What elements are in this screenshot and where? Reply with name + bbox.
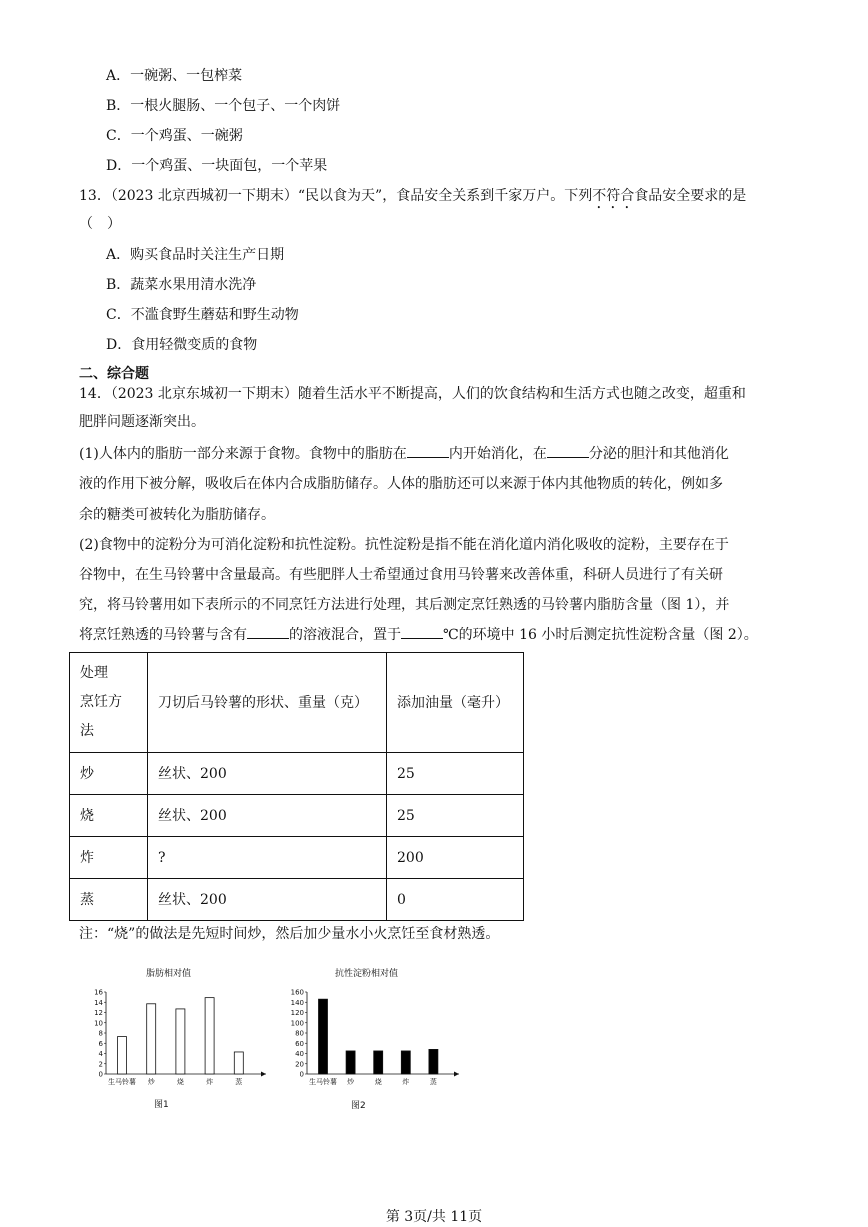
table-header-cell: 处理 烹饪方 法 [70,653,148,753]
bar [401,1051,410,1074]
table-cell: 0 [387,879,524,921]
q14-part1-line2: 液的作用下被分解，吸收后在体内合成脂肪储存。人体的脂肪还可以来源于体内其他物质的转化，例如多 [79,476,723,492]
bar [118,1037,127,1074]
q13-option-b: B．蔬菜水果用清水洗净 [106,277,257,293]
x-tick-label: 炸 [206,1078,214,1086]
figure-caption: 图1 [154,1100,169,1110]
bar [319,999,328,1074]
bar [147,1004,156,1074]
q14-part2-text-b: 的溶液混合，置于 [289,627,401,643]
answer-blank-3[interactable] [247,624,289,639]
table-row [70,753,524,795]
x-tick-label: 烧 [374,1078,382,1086]
table-cell: 烧 [70,795,148,837]
fat-chart [88,962,273,1112]
bar [176,1009,185,1074]
y-tick-label: 6 [98,1039,103,1048]
bar [374,1051,383,1074]
answer-blank-2[interactable] [547,443,589,458]
table-cell: 丝状、200 [148,753,387,795]
figure-1 [88,962,273,1112]
q12-option-d: D．一个鸡蛋、一块面包，一个苹果 [106,158,328,174]
y-tick-label: 20 [295,1060,304,1069]
q12-option-b: B．一根火腿肠、一个包子、一个肉饼 [106,98,341,114]
q14-part2-line2: 谷物中，在生马铃薯中含量最高。有些肥胖人士希望通过食用马铃薯来改善体重，科研人员进行了有关研 [79,567,723,583]
y-tick-label: 16 [94,988,103,997]
y-tick-label: 12 [94,1009,103,1017]
y-tick-label: 100 [290,1019,304,1028]
table-cell: 炒 [70,753,148,795]
q14-part1-line3: 余的糖类可被转化为脂肪储存。 [79,507,275,523]
y-tick-label: 2 [98,1060,103,1069]
x-axis-arrow [454,1072,459,1077]
section-title: 二、综合题 [79,366,149,382]
q13-stem-after: 食品安全要求的是 [634,188,747,204]
y-tick-label: 80 [295,1029,304,1038]
x-tick-label: 炒 [347,1078,355,1086]
y-tick-label: 8 [98,1029,103,1038]
table-header-cell: 添加油量（毫升） [387,653,524,753]
cooking-methods-table [69,652,524,921]
y-tick-label: 4 [98,1050,103,1058]
q14-part1-line1 [79,443,729,464]
y-tick-label: 120 [290,1009,304,1017]
y-tick-label: 60 [295,1039,304,1048]
x-tick-label: 蒸 [235,1078,243,1086]
table-cell: 蒸 [70,879,148,921]
q13-option-c: C．不滥食野生蘑菇和野生动物 [106,307,299,323]
table-cell: 炸 [70,837,148,879]
y-tick-label: 140 [290,998,304,1007]
x-axis-arrow [261,1072,266,1077]
table-row [70,837,524,879]
q12-option-c: C．一个鸡蛋、一碗粥 [106,128,243,144]
q13-stem [79,186,746,212]
page-footer: 第 3页/共 11页 [385,1209,483,1225]
q14-part2-text-c: ℃的环境中 16 小时后测定抗性淀粉含量（图 2）。 [443,627,758,643]
table-row [70,879,524,921]
x-tick-label: 蒸 [429,1078,437,1086]
y-tick-label: 0 [299,1070,304,1079]
bar [429,1049,438,1074]
table-header-cell: 刀切后马铃薯的形状、重量（克） [148,653,387,753]
y-tick-label: 160 [290,988,304,997]
y-tick-label: 0 [98,1070,103,1079]
chart-title: 脂肪相对值 [146,969,192,979]
q13-option-d: D．食用轻微变质的食物 [106,337,258,353]
q14-part2-line1: (2)食物中的淀粉分为可消化淀粉和抗性淀粉。抗性淀粉是指不能在消化道内消化吸收的淀粉，主要存在于 [79,537,729,553]
x-tick-label: 烧 [176,1078,184,1086]
answer-blank-1[interactable] [407,443,449,458]
answer-blank-4[interactable] [401,624,443,639]
x-tick-label: 炸 [402,1078,410,1086]
q14-intro-line2: 肥胖问题逐渐突出。 [79,414,205,430]
bar [205,998,214,1074]
chart-title: 抗性淀粉相对值 [335,969,399,979]
q14-part1-text-c: 分泌的胆汁和其他消化 [588,446,729,462]
q14-part2-line4 [79,624,758,645]
q14-part2-line3: 究，将马铃薯用如下表所示的不同烹饪方法进行处理，其后测定烹饪熟透的马铃薯内脂肪含量（图 1），并 [79,597,730,613]
table-cell: 25 [387,795,524,837]
y-tick-label: 10 [94,1019,103,1028]
y-tick-label: 14 [94,998,103,1007]
q14-part1-text-b: 内开始消化，在 [448,446,547,462]
bar [346,1051,355,1074]
table-cell: ? [148,837,387,879]
q13-stem-emphasis: 不符合 [592,188,635,204]
x-tick-label: 生马铃薯 [108,1078,136,1086]
y-tick-label: 40 [295,1050,304,1058]
starch-chart [285,962,465,1112]
q14-intro-line1: 14．（2023 北京东城初一下期末）随着生活水平不断提高，人们的饮食结构和生活方式也随之改变，超重和 [79,386,746,402]
table-header-row [70,653,524,753]
q13-option-a: A．购买食品时关注生产日期 [106,247,285,263]
table-cell: 丝状、200 [148,879,387,921]
x-tick-label: 炒 [147,1078,155,1086]
q13-stem-before: 13．（2023 北京西城初一下期末）“民以食为天”，食品安全关系到千家万户。下列 [79,188,593,204]
table-cell: 25 [387,753,524,795]
bar [234,1052,243,1074]
table-cell: 200 [387,837,524,879]
x-tick-label: 生马铃薯 [309,1078,337,1086]
table-cell: 丝状、200 [148,795,387,837]
table-note: 注：“烧”的做法是先短时间炒，然后加少量水小火烹饪至食材熟透。 [79,926,500,942]
figure-caption: 图2 [351,1101,366,1111]
table-row [70,795,524,837]
q14-part2-text-a: 将烹饪熟透的马铃薯与含有 [79,627,247,643]
q14-part1-text-a: (1)人体内的脂肪一部分来源于食物。食物中的脂肪在 [79,446,407,462]
q13-answer-paren: （ ） [79,216,121,232]
figure-2 [285,962,465,1112]
q12-option-a: A．一碗粥、一包榨菜 [106,68,243,84]
